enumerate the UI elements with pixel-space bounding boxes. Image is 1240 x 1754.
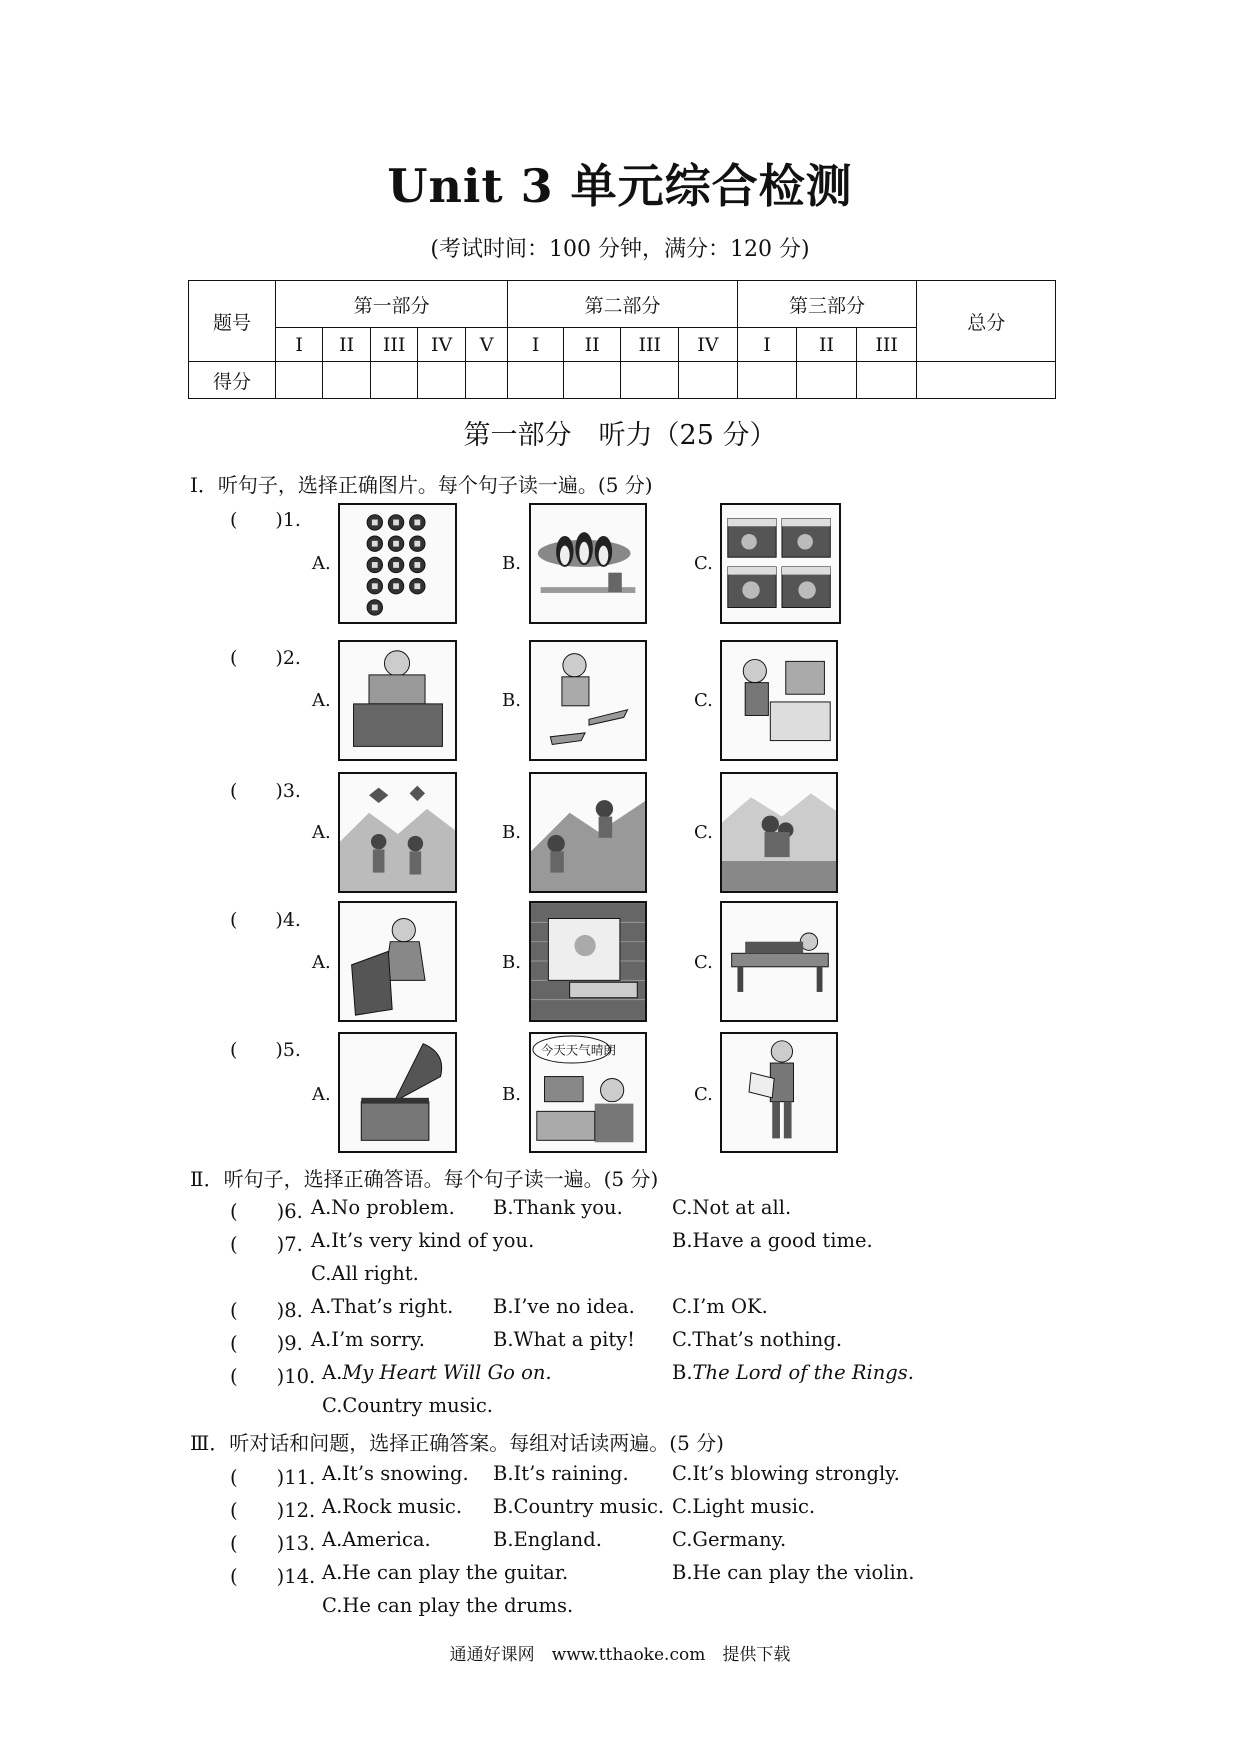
score-cell[interactable] — [797, 362, 857, 399]
part3-header: 第三部分 — [737, 281, 917, 328]
question-number: ( )8. — [230, 1299, 303, 1322]
picture-penguins[interactable] — [529, 503, 647, 624]
section1-heading: Ⅰ．听句子，选择正确图片。每个句子读一遍。(5 分) — [190, 473, 653, 497]
col-label: IV — [418, 328, 465, 362]
option-a-label: A. — [312, 553, 331, 574]
picture-boy-newspaper[interactable] — [720, 1032, 838, 1153]
option-a[interactable]: A.America. — [322, 1528, 431, 1551]
option-c-label: C. — [694, 822, 713, 843]
score-cell[interactable] — [275, 362, 322, 399]
score-cell[interactable] — [563, 362, 621, 399]
option-c-label: C. — [694, 952, 713, 973]
footer: 通通好课网 www.tthaoke.com 提供下载 — [449, 1645, 791, 1665]
col-label: I — [508, 328, 564, 362]
picture-boy-model-planes[interactable] — [529, 640, 647, 761]
part2-header: 第二部分 — [508, 281, 737, 328]
option-b-label: B. — [502, 822, 521, 843]
option-a[interactable]: A.It’s very kind of you. — [311, 1229, 535, 1252]
col-label: V — [465, 328, 507, 362]
option-c-label: C. — [694, 553, 713, 574]
option-b-title: The Lord of the Rings. — [692, 1361, 914, 1384]
option-b[interactable]: B.What a pity! — [493, 1328, 636, 1351]
option-a[interactable] — [322, 1361, 552, 1384]
score-cell[interactable] — [508, 362, 564, 399]
option-a-label: A. — [312, 952, 331, 973]
section3-heading: Ⅲ．听对话和问题，选择正确答案。每组对话读两遍。(5 分) — [190, 1431, 724, 1455]
option-b[interactable]: B.Have a good time. — [672, 1229, 873, 1252]
row-label-number: 题号 — [189, 281, 276, 362]
question-number: ( )7. — [230, 1233, 303, 1256]
question-number: ( )13. — [230, 1532, 316, 1555]
option-a-title: My Heart Will Go on. — [342, 1361, 552, 1384]
option-c-label: C. — [694, 690, 713, 711]
option-c[interactable]: C.That’s nothing. — [672, 1328, 843, 1351]
picture-boy-reading[interactable] — [338, 640, 457, 761]
option-a[interactable]: A.He can play the guitar. — [322, 1561, 569, 1584]
question-number: ( )2. — [230, 647, 301, 669]
option-b[interactable]: B.It’s raining. — [493, 1462, 629, 1485]
option-c[interactable]: C.I’m OK. — [672, 1295, 768, 1318]
option-b-label: B. — [502, 952, 521, 973]
option-b[interactable]: B.Country music. — [493, 1495, 665, 1518]
col-label: III — [856, 328, 917, 362]
question-number: ( )6. — [230, 1200, 303, 1223]
col-label: I — [275, 328, 322, 362]
option-a-letter: A. — [322, 1361, 343, 1384]
total-score-cell[interactable] — [917, 362, 1056, 399]
col-label: III — [370, 328, 417, 362]
score-cell[interactable] — [370, 362, 417, 399]
col-label: II — [797, 328, 857, 362]
page-title: Unit 3 单元综合检测 — [387, 159, 853, 213]
option-c[interactable]: C.Germany. — [672, 1528, 787, 1551]
option-b[interactable]: B.I’ve no idea. — [493, 1295, 635, 1318]
option-c-label: C. — [694, 1084, 713, 1105]
score-cell[interactable] — [737, 362, 797, 399]
option-c[interactable]: C.Country music. — [322, 1394, 493, 1417]
question-number: ( )3. — [230, 780, 301, 802]
option-b-label: B. — [502, 553, 521, 574]
picture-kids-hiking[interactable] — [720, 772, 838, 893]
exam-info: (考试时间：100 分钟，满分：120 分) — [430, 237, 810, 262]
col-label: III — [621, 328, 679, 362]
picture-girl-dancing[interactable] — [338, 901, 457, 1022]
option-b-letter: B. — [672, 1361, 693, 1384]
question-number: ( )10. — [230, 1365, 316, 1388]
option-a-label: A. — [312, 822, 331, 843]
question-number: ( )4. — [230, 909, 301, 931]
option-c[interactable]: C.It’s blowing strongly. — [672, 1462, 900, 1485]
option-b-label: B. — [502, 1084, 521, 1105]
option-b-label: B. — [502, 690, 521, 711]
picture-boy-resting[interactable] — [720, 901, 838, 1022]
picture-gramophone[interactable] — [338, 1032, 457, 1153]
col-label: I — [737, 328, 797, 362]
score-cell[interactable] — [679, 362, 738, 399]
question-number: ( )14. — [230, 1565, 316, 1588]
picture-radio-weather[interactable] — [529, 1032, 647, 1153]
question-number: ( )12. — [230, 1499, 316, 1522]
row-label-score: 得分 — [189, 362, 276, 399]
score-table — [188, 280, 1056, 399]
picture-boy-window[interactable] — [529, 901, 647, 1022]
question-number: ( )1. — [230, 509, 301, 531]
col-label: II — [563, 328, 621, 362]
picture-kids-kites[interactable] — [338, 772, 457, 893]
option-a[interactable]: A.That’s right. — [311, 1295, 454, 1318]
option-b[interactable]: B.England. — [493, 1528, 602, 1551]
option-b[interactable]: B.Thank you. — [493, 1196, 623, 1219]
option-b[interactable] — [672, 1361, 914, 1384]
picture-boy-computer[interactable] — [720, 640, 838, 761]
option-a-label: A. — [312, 690, 331, 711]
question-number: ( )11. — [230, 1466, 316, 1489]
col-label: IV — [679, 328, 738, 362]
option-c[interactable]: C.Light music. — [672, 1495, 816, 1518]
question-number: ( )5. — [230, 1039, 301, 1061]
score-cell[interactable] — [621, 362, 679, 399]
picture-coins[interactable] — [338, 503, 457, 624]
speech-bubble-text: 今天天气晴朗 — [540, 1042, 616, 1058]
option-a[interactable]: A.It’s snowing. — [322, 1462, 469, 1485]
col-label: II — [323, 328, 370, 362]
option-a[interactable]: A.I’m sorry. — [311, 1328, 425, 1351]
question-number: ( )9. — [230, 1332, 303, 1355]
score-cell[interactable] — [856, 362, 917, 399]
score-cell[interactable] — [465, 362, 507, 399]
option-a[interactable]: A.No problem. — [311, 1196, 455, 1219]
picture-magazines[interactable] — [720, 503, 841, 624]
option-c[interactable]: C.He can play the drums. — [322, 1594, 574, 1617]
option-a-label: A. — [312, 1084, 331, 1105]
option-a[interactable]: A.Rock music. — [322, 1495, 463, 1518]
picture-kids-climbing[interactable] — [529, 772, 647, 893]
total-header: 总分 — [917, 281, 1056, 362]
part1-header: 第一部分 — [275, 281, 507, 328]
score-cell[interactable] — [323, 362, 370, 399]
option-b[interactable]: B.He can play the violin. — [672, 1561, 915, 1584]
part1-heading: 第一部分 听力（25 分） — [463, 420, 777, 451]
option-c[interactable]: C.Not at all. — [672, 1196, 792, 1219]
section2-heading: Ⅱ．听句子，选择正确答语。每个句子读一遍。(5 分) — [190, 1167, 659, 1191]
score-cell[interactable] — [418, 362, 465, 399]
option-c[interactable]: C.All right. — [311, 1262, 419, 1285]
